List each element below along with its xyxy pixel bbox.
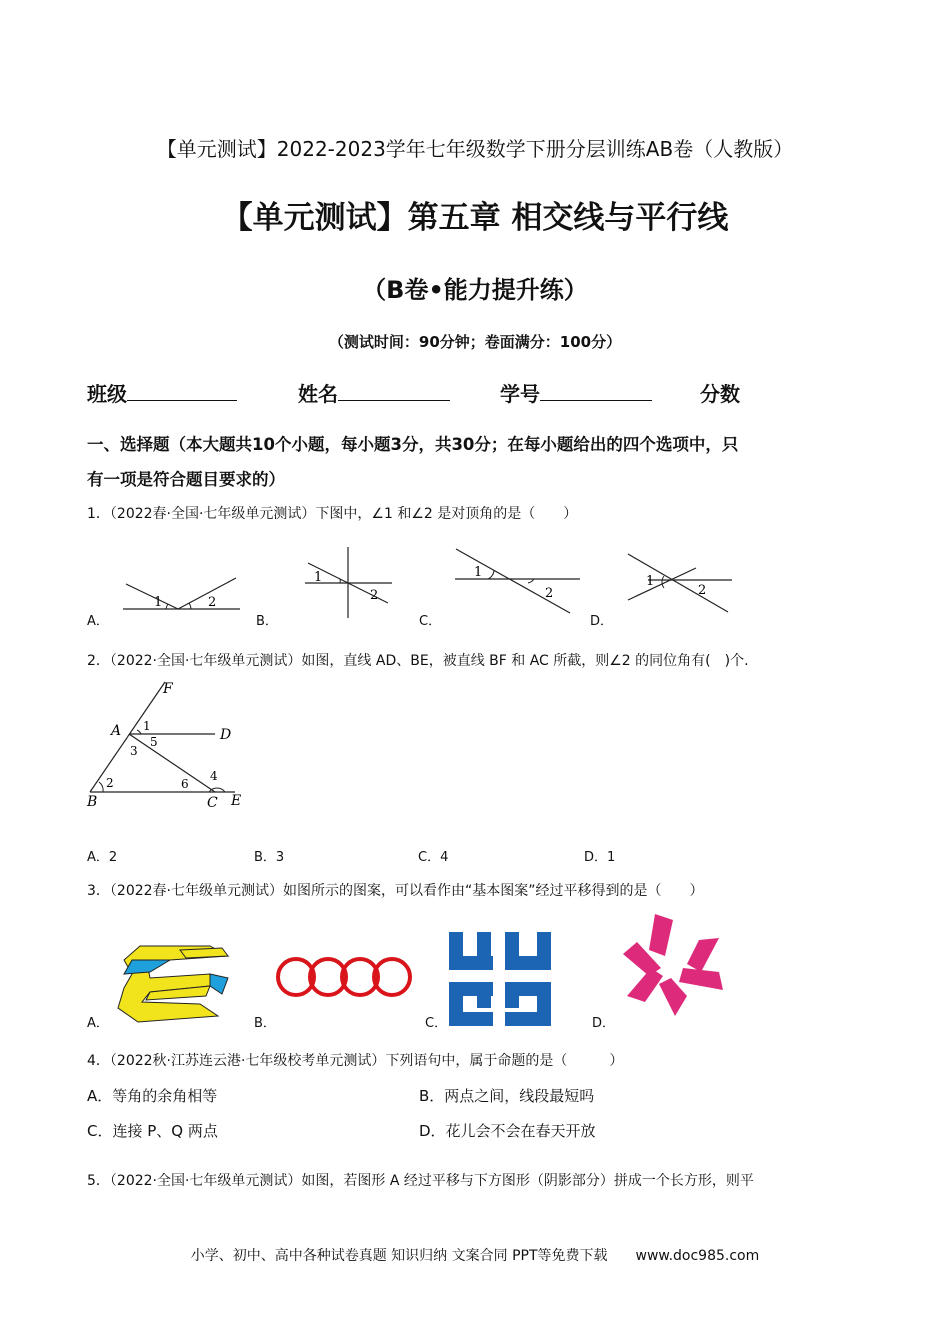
- q3-option-a-label[interactable]: A．: [87, 1016, 109, 1031]
- q2-option-b-value: 3: [275, 850, 285, 865]
- number-label: 学号: [500, 382, 540, 406]
- q4-option-b[interactable]: B．两点之间，线段最短吗: [419, 1087, 595, 1105]
- class-field[interactable]: [87, 378, 237, 407]
- q2-option-b[interactable]: [254, 846, 284, 865]
- q2-option-c-letter: C．: [418, 850, 441, 865]
- question-2-text: 2．（2022·全国·七年级单元测试）如图，直线 AD、BE，被直线 BF 和 AC 所截，则∠2 的同位角有( )个.: [87, 653, 749, 669]
- class-label: 班级: [87, 382, 127, 406]
- q3-figure-c-blocks: [445, 930, 557, 1028]
- q1d-angle-2: 2: [698, 583, 707, 598]
- q2-num-2: 2: [106, 776, 114, 790]
- q1c-angle-2: 2: [545, 586, 554, 601]
- q1-figure-a: [118, 570, 243, 615]
- q2-option-d[interactable]: [584, 846, 615, 865]
- question-4-text: 4．（2022秋·江苏连云港·七年级校考单元测试）下列语句中，属于命题的是（ ）: [87, 1053, 624, 1069]
- question-5-text: 5．（2022·全国·七年级单元测试）如图，若图形 A 经过平移与下方图形（阴影部分）拼成一个长方形，则平: [87, 1173, 754, 1189]
- q2-option-d-value: 1: [607, 850, 616, 865]
- q2-num-4: 4: [210, 769, 218, 783]
- q2-num-3: 3: [130, 744, 138, 758]
- q2-label-f: F: [163, 681, 173, 697]
- name-blank[interactable]: [338, 380, 450, 401]
- q1-option-b-label[interactable]: B．: [256, 614, 278, 629]
- q2-label-c: C: [207, 795, 218, 811]
- q2-option-d-letter: D．: [584, 850, 608, 865]
- q2-option-b-letter: B．: [254, 850, 276, 865]
- q1d-angle-1: 1: [646, 574, 655, 589]
- class-blank[interactable]: [127, 380, 237, 401]
- q2-option-a[interactable]: [87, 846, 117, 865]
- time-info: （测试时间：90分钟；卷面满分：100分）: [328, 333, 622, 351]
- question-3-text: 3．（2022春·七年级单元测试）如图所示的图案，可以看作由“基本图案”经过平移得到的是（ ）: [87, 883, 704, 899]
- q2-num-1: 1: [143, 719, 151, 733]
- name-field[interactable]: [298, 378, 450, 407]
- q1b-angle-1: 1: [314, 570, 323, 585]
- q1-option-c-label[interactable]: C．: [419, 614, 442, 629]
- q1-figure-d: [620, 548, 735, 618]
- q3-figure-b-rings: [272, 953, 417, 1001]
- score-label: 分数: [700, 382, 740, 406]
- q1-option-d-label[interactable]: D．: [590, 614, 614, 629]
- q1b-angle-2: 2: [370, 588, 379, 603]
- q3-option-d-label[interactable]: D．: [592, 1016, 616, 1031]
- q4-option-d[interactable]: D．花儿会不会在春天开放: [419, 1122, 596, 1140]
- q1a-angle-1: 1: [154, 595, 163, 610]
- q1c-angle-1: 1: [474, 565, 483, 580]
- q2-num-5: 5: [150, 735, 158, 749]
- number-field[interactable]: [500, 378, 652, 407]
- q2-label-e: E: [231, 793, 242, 809]
- section-heading-line1: 一、选择题（本大题共10个小题，每小题3分，共30分；在每小题给出的四个选项中，只: [87, 435, 739, 454]
- footer-text: 小学、初中、高中各种试卷真题 知识归纳 文案合同 PPT等免费下载 www.doc985.com: [190, 1248, 760, 1264]
- question-1-text: 1．（2022春·全国·七年级单元测试）下图中，∠1 和∠2 是对顶角的是（ ）: [87, 506, 578, 522]
- name-label: 姓名: [298, 382, 338, 406]
- q1-figure-b: [300, 545, 395, 620]
- q2-option-c-value: 4: [440, 850, 449, 865]
- q2-option-a-value: 2: [108, 850, 118, 865]
- q3-figure-d-pinwheel: [615, 910, 730, 1025]
- q1-option-a-label[interactable]: A．: [87, 614, 109, 629]
- q2-label-b: B: [87, 794, 98, 810]
- q3-option-b-label[interactable]: B．: [254, 1016, 276, 1031]
- q2-label-d: D: [220, 727, 232, 743]
- q2-option-a-letter: A．: [87, 850, 109, 865]
- score-field: [700, 378, 740, 407]
- q1-figure-c: [450, 545, 585, 620]
- q2-num-6: 6: [181, 777, 189, 791]
- q4-option-c[interactable]: C．连接 P、Q 两点: [87, 1122, 218, 1140]
- q2-figure: [85, 678, 260, 813]
- subtitle: （B卷•能力提升练）: [362, 276, 588, 304]
- q1a-angle-2: 2: [208, 595, 217, 610]
- section-heading-line2: 有一项是符合题目要求的）: [87, 470, 285, 489]
- q3-option-c-label[interactable]: C．: [425, 1016, 448, 1031]
- supertitle: 【单元测试】2022-2023学年七年级数学下册分层训练AB卷（人教版）: [156, 137, 794, 161]
- q3-figure-a-pattern: [110, 938, 235, 1028]
- number-blank[interactable]: [540, 380, 652, 401]
- q2-label-a: A: [111, 723, 122, 739]
- q2-option-c[interactable]: [418, 846, 448, 865]
- q4-option-a[interactable]: A．等角的余角相等: [87, 1087, 218, 1105]
- page-title: 【单元测试】第五章 相交线与平行线: [221, 200, 729, 236]
